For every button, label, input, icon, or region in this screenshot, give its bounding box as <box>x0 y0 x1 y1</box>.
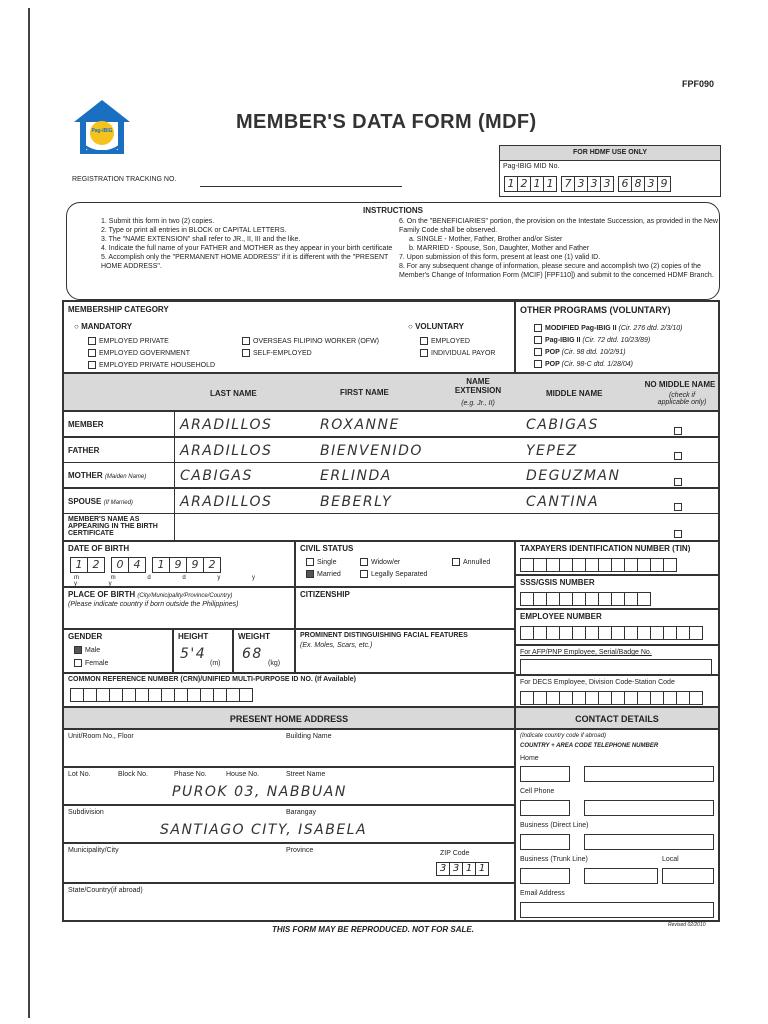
middle-name-header: MIDDLE NAME <box>546 389 603 398</box>
membership-title: MEMBERSHIP CATEGORY <box>68 305 169 314</box>
dob-digit: 2 <box>208 558 216 571</box>
mid-group[interactable] <box>561 176 614 192</box>
mid-digit: 1 <box>546 177 554 190</box>
address-title: PRESENT HOME ADDRESS <box>229 714 349 724</box>
contact-note: (Indicate country code if abroad) <box>520 733 607 739</box>
barangay-label: Barangay <box>286 809 316 816</box>
hdmf-header: FOR HDMF USE ONLY <box>500 146 720 161</box>
last-name-value[interactable]: ARADILLOS <box>180 493 273 510</box>
checkbox-employed-household[interactable]: EMPLOYED PRIVATE HOUSEHOLD <box>88 361 215 369</box>
logo-text: Pag-IBIG <box>91 128 113 134</box>
contact-cols: COUNTRY + AREA CODE TELEPHONE NUMBER <box>520 743 659 749</box>
name-row-label: SPOUSE (If Married) <box>68 496 133 506</box>
checkbox-modified-pagibig2[interactable]: MODIFIED Pag-IBIG II (Cir. 276 dtd. 2/3/10) <box>534 324 682 332</box>
mid-digit: 3 <box>575 177 588 191</box>
citizenship-cell[interactable] <box>295 587 515 629</box>
mid-digit: 9 <box>660 177 668 190</box>
civil-annulled[interactable]: Annulled <box>452 558 490 566</box>
last-name-value[interactable]: ARADILLOS <box>180 442 273 459</box>
contact-body <box>515 729 719 921</box>
form-code: FPF090 <box>681 79 714 89</box>
rtn-field[interactable] <box>200 186 402 187</box>
direct-area-code[interactable] <box>520 834 570 850</box>
pob-label: PLACE OF BIRTH (City/Municipality/Province/Country) <box>68 590 233 599</box>
dob-format: m m d d y y y y <box>74 575 271 587</box>
address-header <box>63 707 515 729</box>
features-sub: (Ex. Moles, Scars, etc.) <box>300 642 373 649</box>
cell-phone[interactable] <box>584 800 714 816</box>
instruction-item: 4. Indicate the full name of your FATHER and MOTHER as they appear in your birth certificate <box>101 245 393 252</box>
house-label: House No. <box>226 771 260 778</box>
decs-cell <box>515 675 719 707</box>
civil-status-label: CIVIL STATUS <box>300 544 354 553</box>
direct-label: Business (Direct Line) <box>520 822 589 829</box>
civil-legally-separated[interactable]: Legally Separated <box>360 570 427 578</box>
weight-value: 68 <box>242 646 263 662</box>
mid-group[interactable] <box>618 176 671 192</box>
afp-field[interactable] <box>520 659 712 675</box>
mid-digit: 3 <box>588 177 601 191</box>
sss-label: SSS/GSIS NUMBER <box>520 578 595 587</box>
email-label: Email Address <box>520 890 565 897</box>
street-label: Street Name <box>286 771 326 778</box>
middle-name-value[interactable]: DEGUZMAN <box>526 468 621 484</box>
instruction-item: 6. On the "BENEFICIARIES" portion, the provision on the Intestate Succession, as provided in the New Family Code shall be observed. <box>399 218 718 234</box>
other-programs <box>515 301 719 373</box>
weight-unit: (kg) <box>268 660 281 667</box>
dob-digit: 1 <box>153 558 170 572</box>
gender-label: GENDER <box>68 632 103 641</box>
email-field[interactable] <box>520 902 714 918</box>
instructions-box <box>66 202 720 300</box>
mid-digit: 7 <box>562 177 575 191</box>
employee-number-label: EMPLOYEE NUMBER <box>520 612 602 621</box>
dob-label: DATE OF BIRTH <box>68 544 130 553</box>
civil-married[interactable]: Married <box>306 570 341 578</box>
voluntary-radio[interactable]: ○ VOLUNTARY <box>408 322 464 331</box>
crn-field[interactable] <box>70 688 253 702</box>
features-label: PROMINENT DISTINGUISHING FACIAL FEATURES <box>300 632 468 639</box>
barangay-value: SANTIAGO CITY, ISABELA <box>160 822 368 838</box>
name-row-label: FATHER <box>68 445 100 455</box>
birthcert-label: MEMBER'S NAME AS APPEARING IN THE BIRTH CERTIFICATE <box>68 516 158 537</box>
employee-number-cell <box>515 609 719 645</box>
dob-digit: 0 <box>112 558 129 572</box>
province-label: Province <box>286 847 314 854</box>
lot-label: Lot No. <box>68 771 91 778</box>
street-value: PUROK 03, NABBUAN <box>172 784 347 800</box>
unit-label: Unit/Room No., Floor <box>68 733 134 740</box>
phase-label: Phase No. <box>174 771 207 778</box>
civil-widow[interactable]: Widow/er <box>360 558 400 566</box>
dob-group[interactable] <box>111 557 146 573</box>
address-subdivision-row[interactable] <box>63 805 515 843</box>
name-row <box>63 488 719 514</box>
height-label: HEIGHT <box>178 632 209 641</box>
form-grid <box>62 300 720 922</box>
name-extension-sub: (e.g. Jr., II) <box>461 400 495 407</box>
no-middle-name-header: NO MIDDLE NAME <box>644 380 716 389</box>
checkbox-voluntary-employed[interactable]: EMPLOYED <box>420 337 470 345</box>
instructions-right <box>385 217 727 280</box>
first-name-value[interactable]: ERLINDA <box>320 468 392 484</box>
address-state-row[interactable] <box>63 883 515 921</box>
contact-header <box>515 707 719 729</box>
tin-label: TAXPAYERS IDENTIFICATION NUMBER (TIN) <box>520 544 691 553</box>
subdivision-label: Subdivision <box>68 809 104 816</box>
address-unit-row[interactable] <box>63 729 515 767</box>
gender-female[interactable]: Female <box>74 659 108 667</box>
voluntary-label: VOLUNTARY <box>415 322 464 331</box>
dob-digit: 4 <box>133 558 141 571</box>
civil-single[interactable]: Single <box>306 558 336 566</box>
home-phone[interactable] <box>584 766 714 782</box>
decs-label: For DECS Employee, Division Code-Station Code <box>520 679 675 686</box>
middle-name-value[interactable]: CANTINA <box>526 493 600 510</box>
dob-field[interactable] <box>70 557 221 573</box>
address-street-row[interactable] <box>63 767 515 805</box>
checkbox-employed-private[interactable]: EMPLOYED PRIVATE <box>88 337 169 345</box>
home-area-code[interactable] <box>520 766 570 782</box>
zip-label: ZIP Code <box>440 850 470 857</box>
dob-digit: 9 <box>187 558 204 572</box>
trunk-label: Business (Trunk Line) <box>520 856 588 863</box>
cell-label: Cell Phone <box>520 788 555 795</box>
height-unit: (m) <box>210 660 221 667</box>
gender-cell <box>63 629 173 673</box>
last-name-value[interactable]: ARADILLOS <box>180 417 273 433</box>
weight-label: WEIGHT <box>238 632 270 641</box>
gender-male[interactable]: Male <box>74 646 100 654</box>
dob-group[interactable] <box>70 557 105 573</box>
birthcert-row <box>63 513 719 541</box>
crn-label: COMMON REFERENCE NUMBER (CRN)/UNIFIED MULTI-PURPOSE ID NO. (If Available) <box>68 676 356 683</box>
instruction-item: 2. Type or print all entries in BLOCK or CAPITAL LETTERS. <box>101 227 287 234</box>
dob-digit: 2 <box>92 558 100 571</box>
afp-label: For AFP/PNP Employee, Serial/Badge No. <box>520 649 652 656</box>
instructions-title: INSTRUCTIONS <box>363 206 423 215</box>
crn-cell <box>63 673 515 707</box>
revised-date: Revised 02/2010 <box>668 922 706 928</box>
home-label: Home <box>520 755 539 762</box>
last-name-value[interactable]: CABIGAS <box>180 468 253 484</box>
direct-phone[interactable] <box>584 834 714 850</box>
checkbox-pagibig2[interactable]: Pag-IBIG II (Cir. 72 dtd. 10/23/89) <box>534 336 650 344</box>
instruction-item: 5. Accomplish only the "PERMANENT HOME ADDRESS" if it is different with the "PRESENT HOME ADDRESS". <box>101 254 389 270</box>
mid-digit: 3 <box>645 177 658 191</box>
mid-digit: 3 <box>603 177 611 190</box>
trunk-local[interactable] <box>662 868 714 884</box>
mid-group[interactable] <box>504 176 557 192</box>
middle-name-value[interactable]: CABIGAS <box>526 417 599 433</box>
middle-name-value[interactable]: YEPEZ <box>526 442 578 459</box>
decs-field[interactable] <box>520 691 703 705</box>
afp-cell <box>515 645 719 675</box>
instruction-item: b. MARRIED - Spouse, Son, Daughter, Mother and Father <box>409 245 590 252</box>
cell-area-code[interactable] <box>520 800 570 816</box>
instruction-item: 7. Upon submission of this form, present at least one (1) valid ID. <box>399 254 601 261</box>
mid-number[interactable] <box>504 176 671 192</box>
sss-field[interactable] <box>520 592 651 606</box>
instruction-item: 8. For any subsequent change of information, please secure and accomplish two (2) copies of the Member's Change of Information Form (MCIF) [FPF110]) and submit to the concerned HDMF Branch. <box>399 263 714 279</box>
no-middle-name-sub: (check if applicable only) <box>657 392 707 406</box>
checkbox-pop[interactable]: POP (Cir. 98 dtd. 10/2/91) <box>534 348 626 356</box>
footer-note: THIS FORM MAY BE REPRODUCED. NOT FOR SALE. <box>272 925 474 934</box>
name-extension-header: NAME EXTENSION <box>454 377 502 395</box>
names-header <box>63 373 719 411</box>
instruction-item: 3. The "NAME EXTENSION" shall refer to JR., II, III and the like. <box>101 236 301 243</box>
checkbox-self-employed[interactable]: SELF-EMPLOYED <box>242 349 312 357</box>
dob-digit: 9 <box>170 558 187 572</box>
local-label: Local <box>662 856 679 863</box>
first-name-value[interactable]: ROXANNE <box>320 417 400 433</box>
name-row <box>63 462 719 488</box>
checkbox-ofw[interactable]: OVERSEAS FILIPINO WORKER (OFW) <box>242 337 379 345</box>
mid-digit: 8 <box>632 177 645 191</box>
instruction-item: 1. Submit this form in two (2) copies. <box>101 218 215 225</box>
municipality-label: Municipality/City <box>68 847 119 854</box>
instruction-item: a. SINGLE - Mother, Father, Brother and/or Sister <box>409 236 563 243</box>
height-value: 5'4 <box>180 646 207 662</box>
last-name-header: LAST NAME <box>210 389 257 398</box>
pob-cell[interactable] <box>63 587 295 629</box>
name-row <box>63 411 719 437</box>
mid-label: Pag-IBIG MID No. <box>503 163 560 170</box>
tin-field[interactable] <box>520 558 677 572</box>
instructions-left <box>87 217 401 271</box>
tin-cell <box>515 541 719 575</box>
other-programs-title: OTHER PROGRAMS (VOLUNTARY) <box>520 305 671 315</box>
mid-digit: 1 <box>505 177 518 191</box>
trunk-phone[interactable] <box>584 868 658 884</box>
weight-cell[interactable] <box>233 629 295 673</box>
mid-digit: 6 <box>619 177 632 191</box>
mid-digit: 1 <box>531 177 544 191</box>
membership-category <box>63 301 515 373</box>
name-row-label: MOTHER (Maiden Name) <box>68 471 147 480</box>
mandatory-radio[interactable]: ○ MANDATORY <box>74 322 133 331</box>
page-edge-line <box>28 8 30 1018</box>
zip-field[interactable]: 3 3 1 1 <box>436 862 489 876</box>
name-row-label: MEMBER <box>68 420 104 429</box>
civil-status-cell <box>295 541 515 587</box>
dob-digit: 1 <box>71 558 88 572</box>
checkbox-pop-c[interactable]: POP (Cir. 98-C dtd. 1/28/04) <box>534 360 633 368</box>
block-label: Block No. <box>118 771 148 778</box>
checkbox-employed-government[interactable]: EMPLOYED GOVERNMENT <box>88 349 190 357</box>
state-label: State/Country(if abroad) <box>68 887 143 894</box>
citizenship-label: CITIZENSHIP <box>300 590 350 599</box>
employee-number-field[interactable] <box>520 626 703 640</box>
address-city-row[interactable] <box>63 843 515 883</box>
hdmf-use-box <box>499 145 721 197</box>
first-name-value[interactable]: BIENVENIDO <box>320 442 423 459</box>
mid-digit: 2 <box>518 177 531 191</box>
dob-group[interactable] <box>152 557 221 573</box>
name-row <box>63 437 719 463</box>
mandatory-label: MANDATORY <box>81 322 133 331</box>
features-cell[interactable] <box>295 629 515 673</box>
dob-cell <box>63 541 295 587</box>
height-cell[interactable] <box>173 629 233 673</box>
trunk-area-code[interactable] <box>520 868 570 884</box>
building-label: Building Name <box>286 733 332 740</box>
contact-title: CONTACT DETAILS <box>575 714 659 724</box>
pob-note: (Please indicate country if born outside the Philippines) <box>68 601 239 608</box>
form-title: MEMBER'S DATA FORM (MDF) <box>236 111 537 133</box>
first-name-header: FIRST NAME <box>340 388 389 397</box>
checkbox-individual-payor[interactable]: INDIVIDUAL PAYOR <box>420 349 495 357</box>
rtn-label: REGISTRATION TRACKING NO. <box>72 176 177 183</box>
sss-cell <box>515 575 719 609</box>
first-name-value[interactable]: BEBERLY <box>320 493 393 510</box>
